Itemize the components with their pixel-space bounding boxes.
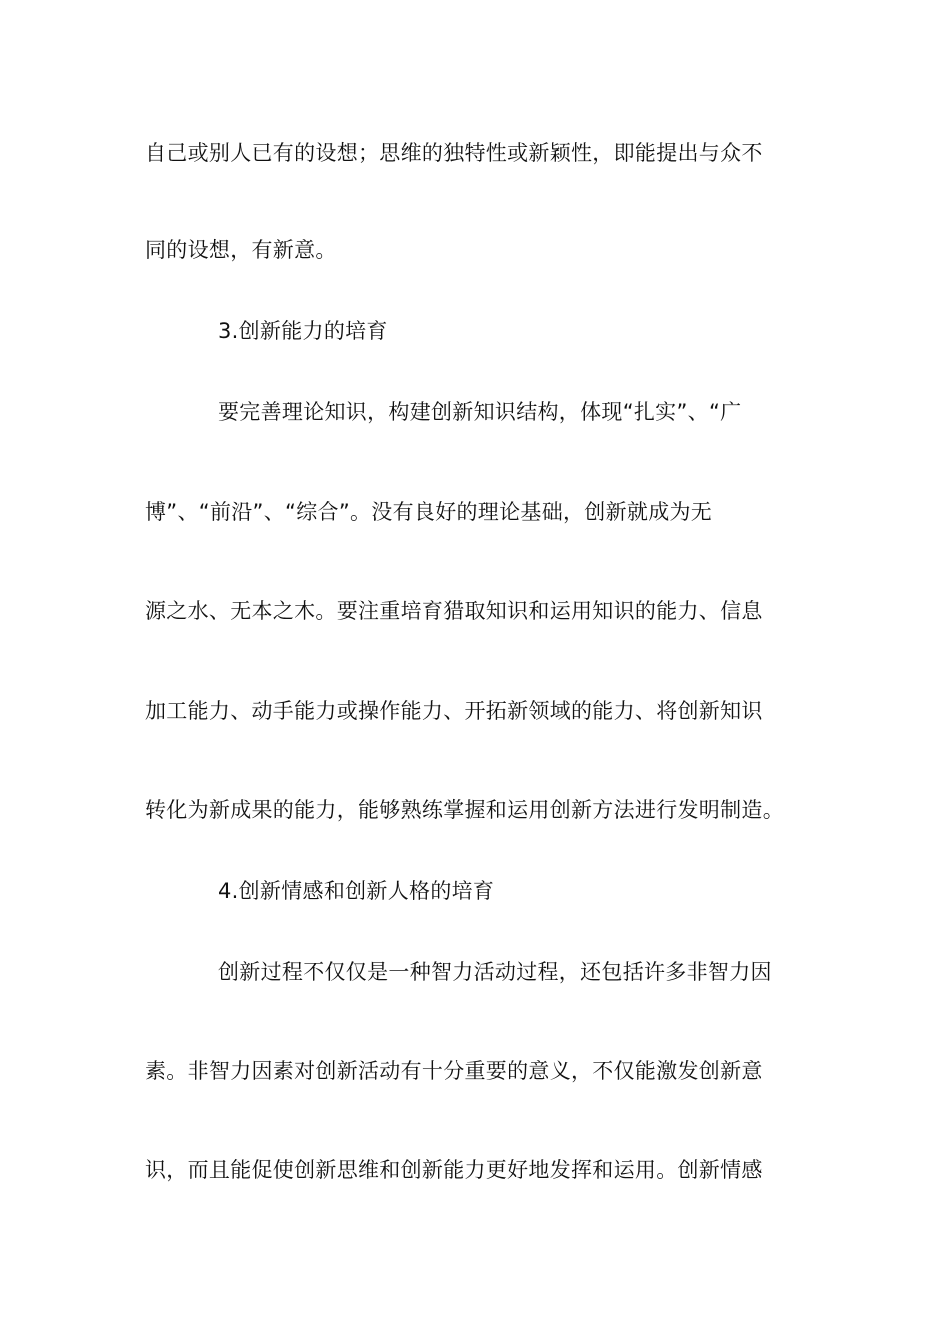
section-heading: 4.创新情感和创新人格的培育 [218, 879, 495, 903]
section-heading: 3.创新能力的培育 [218, 319, 388, 343]
text-line: 源之水、无本之木。要注重培育猎取知识和运用知识的能力、信息 [145, 599, 763, 623]
text-line: 同的设想，有新意。 [145, 238, 337, 262]
text-line: 转化为新成果的能力，能够熟练掌握和运用创新方法进行发明制造。 [145, 798, 784, 822]
text-line: 素。非智力因素对创新活动有十分重要的意义，不仅能激发创新意 [145, 1059, 763, 1083]
text-line: 自己或别人已有的设想；思维的独特性或新颖性，即能提出与众不 [145, 141, 763, 165]
paragraph-first-line: 要完善理论知识，构建创新知识结构，体现“扎实”、“广 [218, 400, 742, 424]
text-line: 博”、“前沿”、“综合”。没有良好的理论基础，创新就成为无 [145, 500, 713, 524]
paragraph-first-line: 创新过程不仅仅是一种智力活动过程，还包括许多非智力因 [218, 960, 772, 984]
text-line: 识，而且能促使创新思维和创新能力更好地发挥和运用。创新情感 [145, 1158, 763, 1182]
text-line: 加工能力、动手能力或操作能力、开拓新领域的能力、将创新知识 [145, 699, 763, 723]
